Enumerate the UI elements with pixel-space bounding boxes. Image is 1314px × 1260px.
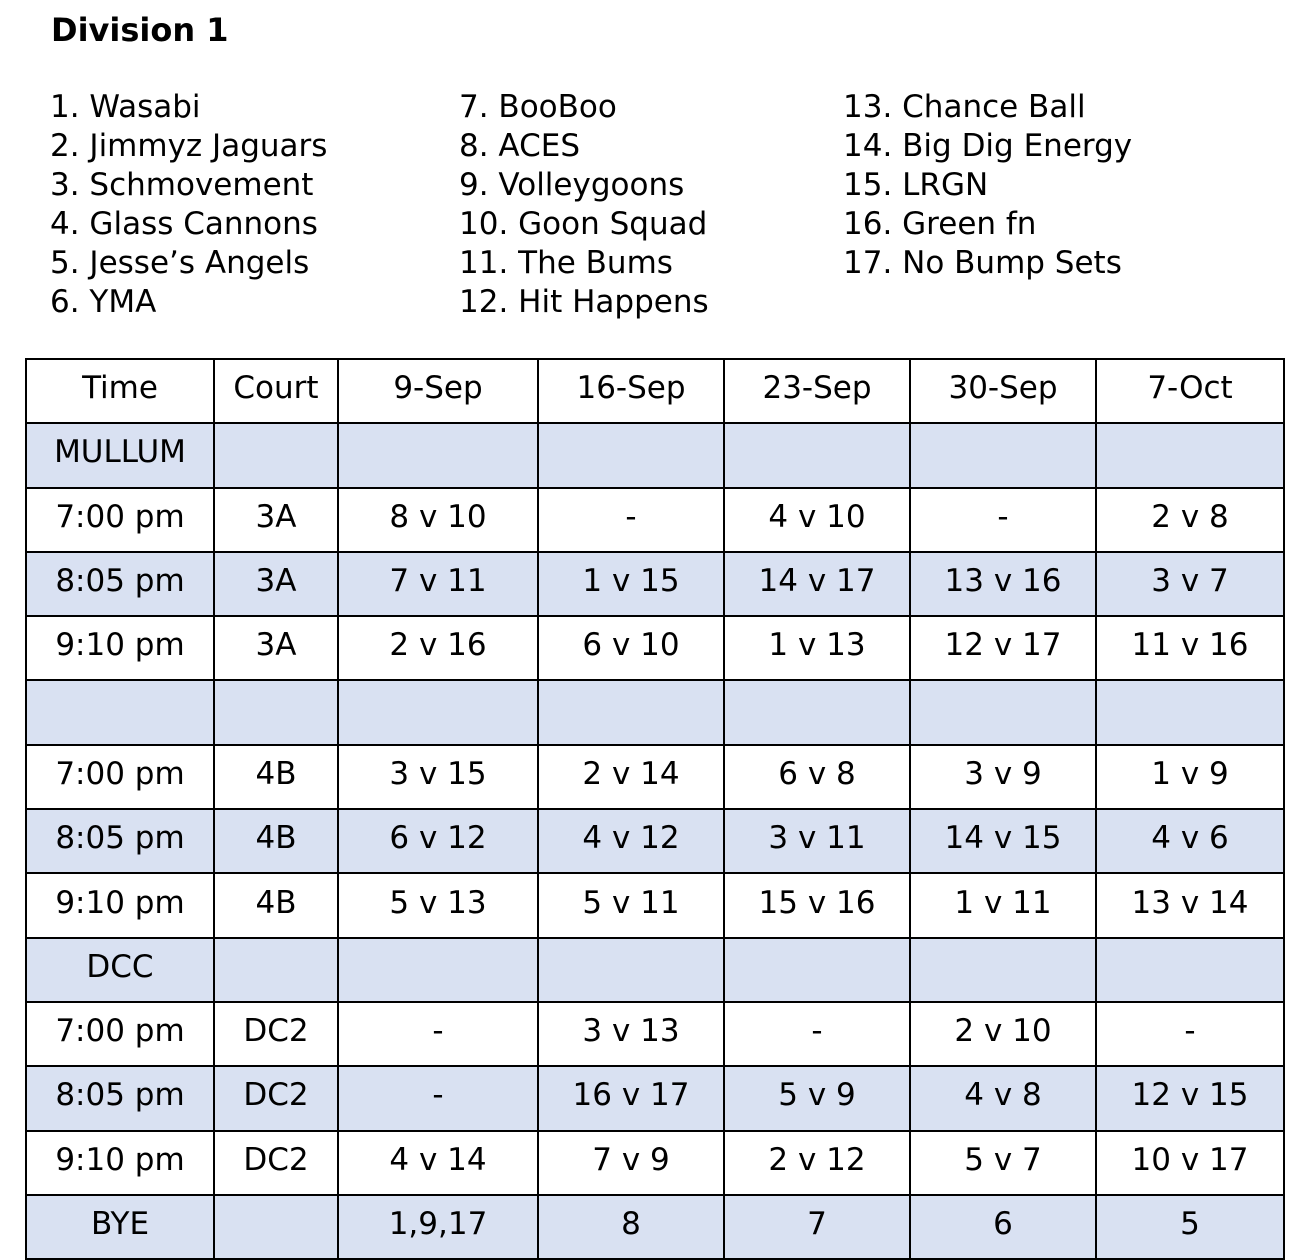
- table-cell: 2 v 8: [1096, 488, 1284, 552]
- team-entry: 17. No Bump Sets: [843, 245, 1122, 281]
- table-cell: 13 v 16: [910, 552, 1096, 616]
- team-entry: 1. Wasabi: [50, 89, 201, 125]
- table-cell: 4B: [214, 745, 338, 809]
- table-cell: 5 v 7: [910, 1131, 1096, 1195]
- table-cell: 1,9,17: [338, 1195, 538, 1259]
- header-cell: Court: [214, 359, 338, 423]
- table-cell: 3A: [214, 552, 338, 616]
- table-cell: 2 v 12: [724, 1131, 910, 1195]
- table-cell: 8 v 10: [338, 488, 538, 552]
- table-row: [26, 488, 1284, 552]
- table-cell: 3 v 15: [338, 745, 538, 809]
- table-cell: 13 v 14: [1096, 873, 1284, 937]
- table-row: [26, 1131, 1284, 1195]
- table-cell: 7 v 11: [338, 552, 538, 616]
- table-cell: 1 v 13: [724, 616, 910, 680]
- table-cell: 4B: [214, 873, 338, 937]
- team-entry: 13. Chance Ball: [843, 89, 1086, 125]
- team-list-column-3: [843, 88, 1132, 283]
- table-cell: 11 v 16: [1096, 616, 1284, 680]
- table-cell: 1 v 9: [1096, 745, 1284, 809]
- table-row: [26, 423, 1284, 487]
- team-entry: 15. LRGN: [843, 167, 989, 203]
- table-cell: DC2: [214, 1002, 338, 1066]
- table-header-row: [26, 359, 1284, 423]
- table-cell: 2 v 14: [538, 745, 724, 809]
- header-cell: 30-Sep: [910, 359, 1096, 423]
- table-cell: 4 v 14: [338, 1131, 538, 1195]
- team-entry: 4. Glass Cannons: [50, 206, 318, 242]
- table-cell: 6 v 10: [538, 616, 724, 680]
- table-cell: 1 v 11: [910, 873, 1096, 937]
- table-cell: 3A: [214, 488, 338, 552]
- table-cell: 7:00 pm: [26, 488, 214, 552]
- table-cell: -: [1096, 1002, 1284, 1066]
- table-cell: MULLUM: [26, 423, 214, 487]
- table-cell: -: [910, 488, 1096, 552]
- table-cell: 5 v 9: [724, 1066, 910, 1130]
- table-cell: 4 v 10: [724, 488, 910, 552]
- table-cell: [1096, 938, 1284, 1002]
- table-cell: [910, 680, 1096, 744]
- table-cell: DC2: [214, 1131, 338, 1195]
- table-cell: 15 v 16: [724, 873, 910, 937]
- table-cell: 3A: [214, 616, 338, 680]
- team-entry: 10. Goon Squad: [459, 206, 708, 242]
- header-cell: 23-Sep: [724, 359, 910, 423]
- table-cell: BYE: [26, 1195, 214, 1259]
- table-cell: 8:05 pm: [26, 552, 214, 616]
- table-cell: DCC: [26, 938, 214, 1002]
- table-cell: 8:05 pm: [26, 1066, 214, 1130]
- table-cell: -: [724, 1002, 910, 1066]
- table-row: [26, 680, 1284, 744]
- table-cell: DC2: [214, 1066, 338, 1130]
- team-list-column-2: [459, 88, 709, 322]
- table-cell: -: [538, 488, 724, 552]
- team-entry: 9. Volleygoons: [459, 167, 685, 203]
- table-cell: [214, 1195, 338, 1259]
- table-cell: [910, 423, 1096, 487]
- header-cell: 16-Sep: [538, 359, 724, 423]
- division-title: Division 1: [51, 11, 229, 49]
- table-cell: 2 v 16: [338, 616, 538, 680]
- table-cell: [724, 938, 910, 1002]
- table-row: [26, 938, 1284, 1002]
- table-cell: 4 v 6: [1096, 809, 1284, 873]
- table-cell: 9:10 pm: [26, 1131, 214, 1195]
- table-cell: -: [338, 1066, 538, 1130]
- table-row: [26, 745, 1284, 809]
- table-row: [26, 616, 1284, 680]
- table-cell: 6 v 12: [338, 809, 538, 873]
- table-cell: 2 v 10: [910, 1002, 1096, 1066]
- table-cell: 3 v 11: [724, 809, 910, 873]
- table-cell: 4B: [214, 809, 338, 873]
- table-row: [26, 809, 1284, 873]
- table-row: [26, 1002, 1284, 1066]
- table-cell: 3 v 13: [538, 1002, 724, 1066]
- table-cell: [538, 423, 724, 487]
- header-cell: 9-Sep: [338, 359, 538, 423]
- table-cell: 3 v 9: [910, 745, 1096, 809]
- table-cell: 12 v 17: [910, 616, 1096, 680]
- table-cell: 8:05 pm: [26, 809, 214, 873]
- table-cell: 3 v 7: [1096, 552, 1284, 616]
- table-cell: [338, 938, 538, 1002]
- table-cell: [724, 423, 910, 487]
- table-cell: -: [338, 1002, 538, 1066]
- table-cell: [910, 938, 1096, 1002]
- table-cell: 7:00 pm: [26, 1002, 214, 1066]
- team-entry: 3. Schmovement: [50, 167, 314, 203]
- table-cell: [538, 938, 724, 1002]
- table-cell: 5 v 11: [538, 873, 724, 937]
- table-cell: 1 v 15: [538, 552, 724, 616]
- table-cell: 5: [1096, 1195, 1284, 1259]
- table-row: [26, 873, 1284, 937]
- table-cell: 9:10 pm: [26, 873, 214, 937]
- table-cell: [338, 680, 538, 744]
- team-entry: 12. Hit Happens: [459, 284, 709, 320]
- table-cell: [214, 938, 338, 1002]
- table-cell: 8: [538, 1195, 724, 1259]
- table-cell: 5 v 13: [338, 873, 538, 937]
- team-entry: 16. Green fn: [843, 206, 1037, 242]
- table-cell: 4 v 8: [910, 1066, 1096, 1130]
- table-cell: [1096, 423, 1284, 487]
- header-cell: Time: [26, 359, 214, 423]
- table-cell: [214, 680, 338, 744]
- table-cell: 6 v 8: [724, 745, 910, 809]
- team-entry: 2. Jimmyz Jaguars: [50, 128, 328, 164]
- team-entry: 8. ACES: [459, 128, 581, 164]
- table-cell: 6: [910, 1195, 1096, 1259]
- header-cell: 7-Oct: [1096, 359, 1284, 423]
- table-cell: 10 v 17: [1096, 1131, 1284, 1195]
- table-row: [26, 552, 1284, 616]
- table-cell: [214, 423, 338, 487]
- table-cell: [26, 680, 214, 744]
- schedule-table: [25, 358, 1285, 1260]
- table-cell: [724, 680, 910, 744]
- table-cell: 14 v 15: [910, 809, 1096, 873]
- team-entry: 6. YMA: [50, 284, 157, 320]
- table-cell: 7:00 pm: [26, 745, 214, 809]
- table-cell: 7: [724, 1195, 910, 1259]
- team-entry: 7. BooBoo: [459, 89, 617, 125]
- table-row: [26, 1066, 1284, 1130]
- table-cell: [1096, 680, 1284, 744]
- table-cell: 7 v 9: [538, 1131, 724, 1195]
- table-cell: 4 v 12: [538, 809, 724, 873]
- team-entry: 14. Big Dig Energy: [843, 128, 1133, 164]
- table-row: [26, 1195, 1284, 1259]
- table-cell: 14 v 17: [724, 552, 910, 616]
- table-cell: 9:10 pm: [26, 616, 214, 680]
- table-cell: 16 v 17: [538, 1066, 724, 1130]
- table-cell: [338, 423, 538, 487]
- team-entry: 5. Jesse’s Angels: [50, 245, 310, 281]
- team-entry: 11. The Bums: [459, 245, 673, 281]
- table-cell: 12 v 15: [1096, 1066, 1284, 1130]
- team-list-column-1: [50, 88, 327, 322]
- table-cell: [538, 680, 724, 744]
